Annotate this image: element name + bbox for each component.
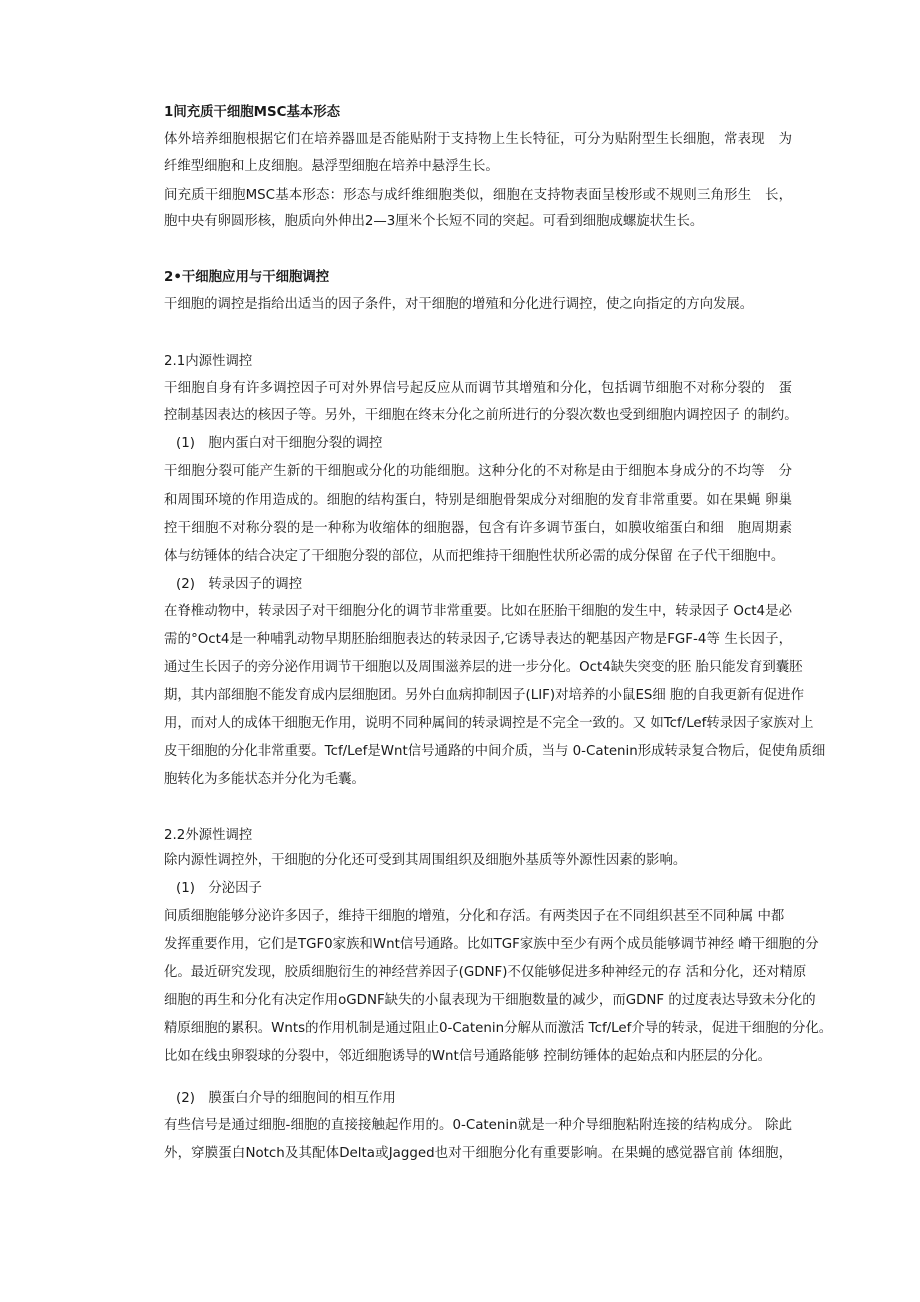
subsection-heading: (2) 转录因子的调控 [176, 577, 303, 592]
text-line: 发挥重要作用，它们是TGF0家族和Wnt信号通路。比如TGF家族中至少有两个成员能够调节神经 嵴干细胞的分 [164, 937, 819, 952]
text-line: 体外培养细胞根据它们在培养器皿是否能贴附于支持物上生长特征，可分为贴附型生长细胞，常表现 为 [164, 132, 792, 147]
text-line: 干细胞自身有许多调控因子可对外界信号起反应从而调节其增殖和分化，包括调节细胞不对称分裂的 蛋 [164, 381, 792, 396]
text-line: 有些信号是通过细胞-细胞的直接接触起作用的。0-Catenin就是一种介导细胞粘附连接的结构成分。 除此 [164, 1118, 792, 1133]
text-line: 控制基因表达的核因子等。另外，干细胞在终末分化之前所进行的分裂次数也受到细胞内调控因子 的制约。 [164, 408, 798, 423]
text-line: 干细胞的调控是指给出适当的因子条件，对干细胞的增殖和分化进行调控，使之向指定的方向发展。 [164, 297, 754, 312]
text-line: 用，而对人的成体干细胞无作用，说明不同种属间的转录调控是不完全一致的。又 如Tcf/Lef转录因子家族对上 [164, 716, 814, 731]
text-line: 控干细胞不对称分裂的是一种称为收缩体的细胞器，包含有许多调节蛋白，如膜收缩蛋白和细 胞周期素 [164, 521, 792, 536]
text-line: 外，穿膜蛋白Notch及其配体Delta或Jagged也对干细胞分化有重要影响。在果蝇的感觉器官前 体细胞， [164, 1146, 792, 1161]
text-line: 干细胞分裂可能产生新的干细胞或分化的功能细胞。这种分化的不对称是由于细胞本身成分的不均等 分 [164, 464, 792, 479]
text-line: 需的°Oct4是一种哺乳动物早期胚胎细胞表达的转录因子,它诱导表达的靶基因产物是FGF-4等 生长因子， [164, 632, 792, 647]
text-line: 在脊椎动物中，转录因子对干细胞分化的调节非常重要。比如在胚胎干细胞的发生中，转录因子 Oct4是必 [164, 604, 792, 619]
subsection-heading: (2) 膜蛋白介导的细胞间的相互作用 [176, 1091, 396, 1106]
text-line: 除内源性调控外，干细胞的分化还可受到其周围组织及细胞外基质等外源性因素的影响。 [164, 853, 687, 868]
text-line: 纤维型细胞和上皮细胞。悬浮型细胞在培养中悬浮生长。 [164, 159, 499, 174]
text-line: 2.2外源性调控 [164, 828, 253, 843]
text-line: 通过生长因子的旁分泌作用调节干细胞以及周围滋养层的进一步分化。Oct4缺失突变的胚 胎只能发育到囊胚 [164, 660, 803, 675]
text-line: 期，其内部细胞不能发育成内层细胞团。另外白血病抑制因子(LIF)对培养的小鼠ES细 胞的自我更新有促进作 [164, 688, 804, 703]
text-line: 2.1内源性调控 [164, 354, 253, 369]
subsection-heading: (1) 胞内蛋白对干细胞分裂的调控 [176, 436, 383, 451]
subsection-heading: (1) 分泌因子 [176, 881, 262, 896]
text-line: 间质细胞能够分泌许多因子，维持干细胞的增殖，分化和存活。有两类因子在不同组织甚至不同种属 中都 [164, 909, 785, 924]
text-line: 精原细胞的累积。Wnts的作用机制是通过阻止0-Catenin分解从而激活 Tcf/Lef介导的转录，促进干细胞的分化。 [164, 1021, 833, 1036]
text-line: 皮干细胞的分化非常重要。Tcf/Lef是Wnt信号通路的中间介质，当与 0-Catenin形成转录复合物后，促使角质细 [164, 744, 826, 759]
text-line: 体与纺锤体的结合决定了干细胞分裂的部位，从而把维持干细胞性状所必需的成分保留 在子代干细胞中。 [164, 549, 785, 564]
section-heading: 1间充质干细胞MSC基本形态 [164, 105, 341, 120]
section-heading: 2•干细胞应用与干细胞调控 [164, 270, 330, 285]
text-line: 间充质干细胞MSC基本形态：形态与成纤维细胞类似，细胞在支持物表面呈梭形或不规则三角形生 长， [164, 188, 792, 203]
text-line: 胞中央有卵圆形核，胞质向外伸出2—3厘米个长短不同的突起。可看到细胞成螺旋状生长。 [164, 214, 704, 229]
text-line: 胞转化为多能状态并分化为毛囊。 [164, 772, 365, 787]
text-line: 细胞的再生和分化有决定作用oGDNF缺失的小鼠表现为干细胞数量的减少，而GDNF 的过度表达导致未分化的 [164, 993, 816, 1008]
text-line: 比如在线虫卵裂球的分裂中，邻近细胞诱导的Wnt信号通路能够 控制纺锤体的起始点和内胚层的分化。 [164, 1049, 772, 1064]
text-line: 和周围环境的作用造成的。细胞的结构蛋白，特别是细胞骨架成分对细胞的发育非常重要。如在果蝇 卵巢 [164, 493, 792, 508]
text-line: 化。最近研究发现，胶质细胞衍生的神经营养因子(GDNF)不仅能够促进多种神经元的存 活和分化，还对精原 [164, 965, 807, 980]
